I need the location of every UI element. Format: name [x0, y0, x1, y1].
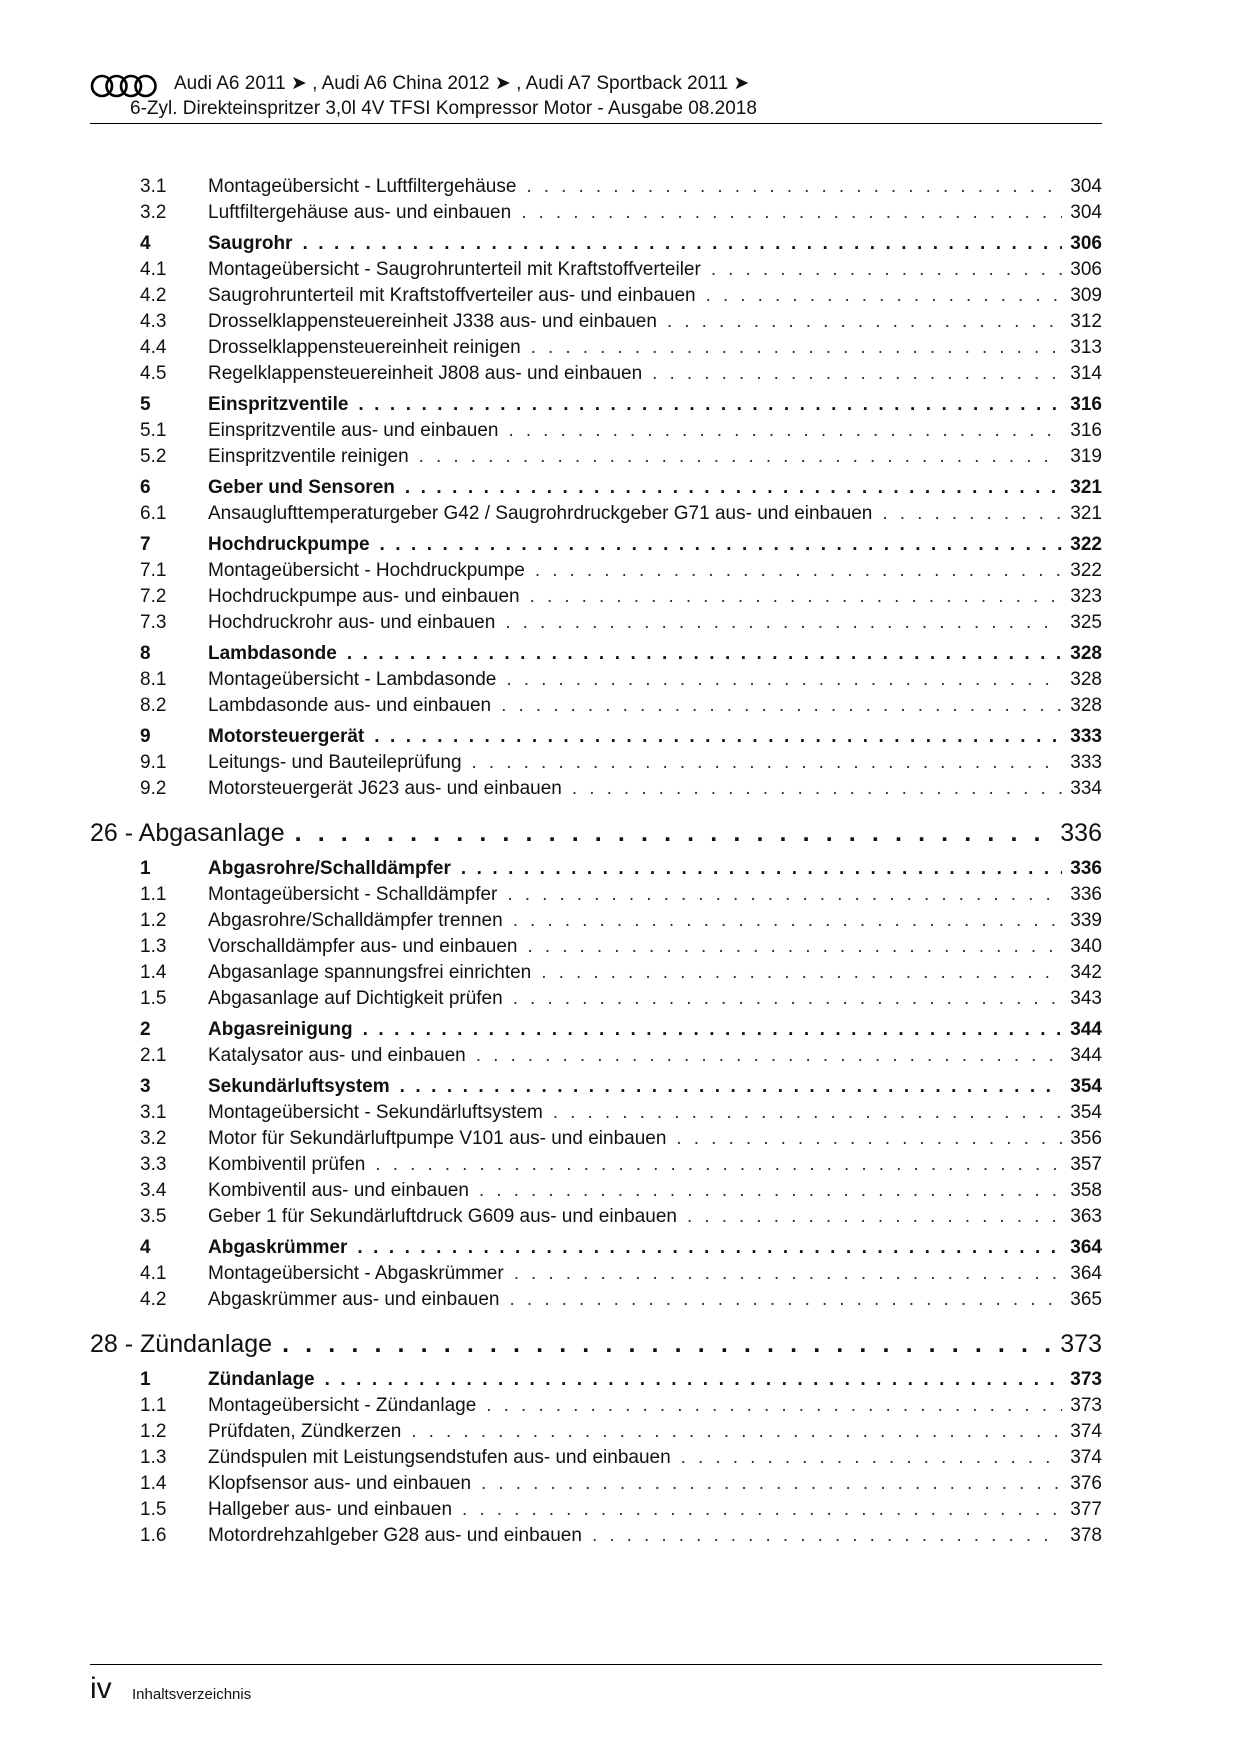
toc-dot-leader [479, 1178, 1102, 1204]
toc-entry-page: 304 [1062, 200, 1102, 226]
toc-entry-page: 321 [1062, 475, 1102, 501]
toc-dot-leader [531, 335, 1102, 361]
toc-entry-title: Abgasrohre/Schalldämpfer [208, 858, 451, 879]
toc-entry-number: 6 [140, 477, 151, 498]
header-vehicle-models: Audi A6 2011 ➤ , Audi A6 China 2012 ➤ , Audi A7 Sportback 2011 ➤ [174, 73, 750, 94]
toc-entry-number: 4.2 [140, 285, 167, 306]
toc-entry [208, 776, 1102, 802]
toc-dot-leader [282, 1321, 1102, 1367]
toc-entry-title: Geber und Sensoren [208, 477, 395, 498]
toc-dot-leader [667, 309, 1102, 335]
toc-dot-leader [676, 1126, 1102, 1152]
toc-entry [208, 584, 1102, 610]
toc-dot-leader [380, 532, 1102, 558]
toc-dot-leader [526, 174, 1102, 200]
toc-sub-row [0, 1178, 1240, 1204]
toc-entry [208, 1043, 1102, 1069]
toc-entry-number: 8.1 [140, 669, 167, 690]
toc-dot-leader [521, 200, 1102, 226]
toc-entry [208, 1126, 1102, 1152]
toc-entry-page: 323 [1062, 584, 1102, 610]
toc-dot-leader [652, 361, 1102, 387]
toc-entry-number: 7 [140, 534, 151, 555]
toc-entry-number: 1.3 [140, 936, 167, 957]
toc-dot-leader [347, 641, 1102, 667]
toc-section-row [0, 231, 1240, 257]
toc-entry [208, 1235, 1102, 1261]
toc-entry-page: 363 [1062, 1204, 1102, 1230]
toc-entry-page: 354 [1062, 1074, 1102, 1100]
toc-dot-leader [687, 1204, 1102, 1230]
toc-entry-page: 373 [1062, 1367, 1102, 1393]
toc-entry [208, 418, 1102, 444]
toc-entry-number: 3.1 [140, 176, 167, 197]
toc-dot-leader [295, 810, 1102, 856]
toc-entry-title: Hallgeber aus- und einbauen [208, 1499, 453, 1520]
toc-dot-leader [572, 776, 1102, 802]
toc-entry [208, 501, 1102, 527]
toc-entry-page: 316 [1062, 418, 1102, 444]
toc-entry [90, 1321, 1102, 1367]
toc-entry-number: 1 [140, 1369, 151, 1390]
toc-entry-title: Luftfiltergehäuse aus- und einbauen [208, 202, 512, 223]
toc-entry-title: Montageübersicht - Abgaskrümmer [208, 1263, 504, 1284]
toc-dot-leader [706, 283, 1102, 309]
toc-entry [208, 532, 1102, 558]
toc-entry-page: 306 [1062, 231, 1102, 257]
toc-section-row [0, 1017, 1240, 1043]
toc-entry-title: Kombiventil aus- und einbauen [208, 1180, 469, 1201]
toc-sub-row [0, 1523, 1240, 1549]
toc-entry-page: 344 [1062, 1017, 1102, 1043]
toc-entry-number: 4.1 [140, 259, 167, 280]
toc-dot-leader [510, 1287, 1102, 1313]
toc-entry [208, 1261, 1102, 1287]
toc-entry-title: Montageübersicht - Zündanlage [208, 1395, 477, 1416]
toc-entry-number: 2 [140, 1019, 151, 1040]
toc-entry-page: 309 [1062, 283, 1102, 309]
toc-entry-page: 313 [1062, 335, 1102, 361]
toc-entry-number: 1.4 [140, 1473, 167, 1494]
toc-entry [208, 986, 1102, 1012]
toc-entry [208, 856, 1102, 882]
toc-sub-row [0, 610, 1240, 636]
toc-dot-leader [374, 724, 1102, 750]
toc-dot-leader [592, 1523, 1102, 1549]
toc-entry-number: 1.6 [140, 1525, 167, 1546]
toc-entry-number: 1.1 [140, 1395, 167, 1416]
toc-entry-page: 343 [1062, 986, 1102, 1012]
toc-dot-leader [405, 475, 1102, 501]
toc-sub-row [0, 361, 1240, 387]
toc-entry-title: Einspritzventile reinigen [208, 446, 409, 467]
toc-entry [208, 283, 1102, 309]
toc-dot-leader [513, 908, 1102, 934]
toc-entry-page: 344 [1062, 1043, 1102, 1069]
toc-sub-row [0, 776, 1240, 802]
toc-entry-page: 356 [1062, 1126, 1102, 1152]
toc-entry-page: 319 [1062, 444, 1102, 470]
toc-sub-row [0, 200, 1240, 226]
toc-sub-row [0, 283, 1240, 309]
footer-page-number: iv [90, 1672, 112, 1705]
toc-dot-leader [476, 1043, 1102, 1069]
toc-dot-leader [527, 934, 1102, 960]
toc-sub-row [0, 667, 1240, 693]
toc-entry-title: Klopfsensor aus- und einbauen [208, 1473, 472, 1494]
toc-entry-number: 5.2 [140, 446, 167, 467]
toc-entry-number: 6.1 [140, 503, 167, 524]
toc-sub-row [0, 1445, 1240, 1471]
toc-entry-number: 5 [140, 394, 151, 415]
toc-entry [208, 200, 1102, 226]
toc-entry-title: Abgasrohre/Schalldämpfer trennen [208, 910, 503, 931]
toc-entry [208, 750, 1102, 776]
toc-entry-page: 325 [1062, 610, 1102, 636]
toc-entry-page: 364 [1062, 1261, 1102, 1287]
toc-entry-title: Motordrehzahlgeber G28 aus- und einbauen [208, 1525, 582, 1546]
toc-entry-number: 1 [140, 858, 151, 879]
toc-dot-leader [411, 1419, 1102, 1445]
toc-dot-leader [711, 257, 1102, 283]
toc-entry [208, 641, 1102, 667]
toc-entry [208, 444, 1102, 470]
toc-entry-title: Sekundärluftsystem [208, 1076, 390, 1097]
toc-entry [208, 1017, 1102, 1043]
toc-entry-title: Abgasanlage spannungsfrei einrichten [208, 962, 532, 983]
toc-sub-row [0, 257, 1240, 283]
toc-dot-leader [681, 1445, 1102, 1471]
toc-entry-page: 342 [1062, 960, 1102, 986]
toc-sub-row [0, 1471, 1240, 1497]
toc-dot-leader [481, 1471, 1102, 1497]
toc-dot-leader [357, 1235, 1102, 1261]
toc-entry-number: 1.4 [140, 962, 167, 983]
toc-entry-title: Motor für Sekundärluftpumpe V101 aus- und einbauen [208, 1128, 667, 1149]
toc-entry-page: 358 [1062, 1178, 1102, 1204]
toc-entry-page: 333 [1062, 750, 1102, 776]
toc-entry-title: Kombiventil prüfen [208, 1154, 366, 1175]
toc-section-row [0, 1367, 1240, 1393]
toc-entry-number: 4 [140, 233, 151, 254]
toc-entry-title: Einspritzventile aus- und einbauen [208, 420, 499, 441]
toc-sub-row [0, 309, 1240, 335]
toc-entry-title: Zündspulen mit Leistungsendstufen aus- und einbauen [208, 1447, 671, 1468]
toc-entry-number: 5.1 [140, 420, 167, 441]
toc-entry-title: Abgaskrümmer aus- und einbauen [208, 1289, 500, 1310]
toc-entry-page: 328 [1062, 693, 1102, 719]
toc-entry-page: 354 [1062, 1100, 1102, 1126]
toc-entry [208, 960, 1102, 986]
toc-sub-row [0, 1126, 1240, 1152]
toc-entry-page: 336 [1052, 810, 1102, 856]
toc-entry-page: 328 [1062, 641, 1102, 667]
toc-section-row [0, 532, 1240, 558]
toc-entry-number: 4.1 [140, 1263, 167, 1284]
toc-entry-title: Hochdruckpumpe aus- und einbauen [208, 586, 520, 607]
toc-section-row [0, 1235, 1240, 1261]
toc-entry-title: Saugrohrunterteil mit Kraftstoffverteiler aus- und einbauen [208, 285, 696, 306]
toc-sub-row [0, 1419, 1240, 1445]
toc-entry-page: 378 [1062, 1523, 1102, 1549]
toc-entry [208, 693, 1102, 719]
toc-entry-title: Regelklappensteuereinheit J808 aus- und einbauen [208, 363, 643, 384]
toc-entry-page: 336 [1062, 882, 1102, 908]
toc-entry [208, 1393, 1102, 1419]
toc-chapter-row [0, 810, 1240, 856]
toc-entry [208, 908, 1102, 934]
toc-sub-row [0, 584, 1240, 610]
toc-entry-page: 365 [1062, 1287, 1102, 1313]
toc-entry-title: Prüfdaten, Zündkerzen [208, 1421, 402, 1442]
toc-entry-page: 322 [1062, 532, 1102, 558]
toc-entry [208, 361, 1102, 387]
toc-entry-page: 328 [1062, 667, 1102, 693]
toc-sub-row [0, 1261, 1240, 1287]
toc-entry-title: Saugrohr [208, 233, 293, 254]
toc-entry [208, 174, 1102, 200]
toc-entry-number: 9.2 [140, 778, 167, 799]
toc-entry-number: 3.1 [140, 1102, 167, 1123]
toc-entry [90, 810, 1102, 856]
toc-entry [208, 1152, 1102, 1178]
toc-entry-number: 7.1 [140, 560, 167, 581]
toc-entry-number: 3.2 [140, 1128, 167, 1149]
toc-entry-title: Motorsteuergerät J623 aus- und einbauen [208, 778, 562, 799]
toc-sub-row [0, 1204, 1240, 1230]
toc-entry-title: Leitungs- und Bauteileprüfung [208, 752, 462, 773]
toc-sub-row [0, 1043, 1240, 1069]
toc-entry-number: 3.3 [140, 1154, 167, 1175]
toc-entry [208, 1287, 1102, 1313]
toc-dot-leader [530, 584, 1102, 610]
toc-entry-page: 316 [1062, 392, 1102, 418]
toc-entry-title: Hochdruckrohr aus- und einbauen [208, 612, 496, 633]
toc-entry-title: 28 - Zündanlage [90, 1330, 273, 1358]
toc-entry-page: 374 [1062, 1445, 1102, 1471]
toc-sub-row [0, 174, 1240, 200]
table-of-contents [0, 174, 1240, 1549]
toc-entry-number: 3.4 [140, 1180, 167, 1201]
toc-dot-leader [419, 444, 1102, 470]
toc-sub-row [0, 934, 1240, 960]
toc-entry-page: 357 [1062, 1152, 1102, 1178]
toc-dot-leader [462, 1497, 1102, 1523]
toc-sub-row [0, 882, 1240, 908]
toc-sub-row [0, 1497, 1240, 1523]
toc-dot-leader [486, 1393, 1102, 1419]
toc-entry [208, 558, 1102, 584]
toc-entry-page: 304 [1062, 174, 1102, 200]
header-divider [90, 123, 1102, 124]
toc-entry-number: 1.2 [140, 1421, 167, 1442]
toc-sub-row [0, 444, 1240, 470]
footer-label: Inhaltsverzeichnis [132, 1686, 252, 1703]
toc-entry [208, 392, 1102, 418]
toc-entry-title: Katalysator aus- und einbauen [208, 1045, 466, 1066]
toc-entry-title: Abgasanlage auf Dichtigkeit prüfen [208, 988, 503, 1009]
toc-entry-number: 1.2 [140, 910, 167, 931]
toc-sub-row [0, 750, 1240, 776]
toc-entry-page: 364 [1062, 1235, 1102, 1261]
toc-entry-number: 7.2 [140, 586, 167, 607]
toc-entry-title: Lambdasonde aus- und einbauen [208, 695, 492, 716]
toc-entry-title: Drosselklappensteuereinheit reinigen [208, 337, 521, 358]
toc-entry [208, 1100, 1102, 1126]
toc-entry-number: 4 [140, 1237, 151, 1258]
toc-sub-row [0, 1100, 1240, 1126]
toc-dot-leader [541, 960, 1102, 986]
toc-entry-number: 1.5 [140, 1499, 167, 1520]
toc-entry-number: 1.3 [140, 1447, 167, 1468]
toc-sub-row [0, 1393, 1240, 1419]
toc-dot-leader [375, 1152, 1102, 1178]
toc-section-row [0, 641, 1240, 667]
toc-entry-number: 3.5 [140, 1206, 167, 1227]
toc-entry [208, 1178, 1102, 1204]
toc-entry-title: Montageübersicht - Sekundärluftsystem [208, 1102, 543, 1123]
toc-entry-page: 340 [1062, 934, 1102, 960]
toc-entry-number: 9 [140, 726, 151, 747]
toc-entry-title: Einspritzventile [208, 394, 349, 415]
toc-dot-leader [400, 1074, 1102, 1100]
toc-dot-leader [501, 693, 1102, 719]
toc-entry-number: 9.1 [140, 752, 167, 773]
toc-entry-page: 321 [1062, 501, 1102, 527]
toc-dot-leader [513, 986, 1102, 1012]
toc-entry-number: 4.2 [140, 1289, 167, 1310]
toc-entry [208, 257, 1102, 283]
toc-entry [208, 1471, 1102, 1497]
toc-entry-title: Geber 1 für Sekundärluftdruck G609 aus- und einbauen [208, 1206, 677, 1227]
toc-sub-row [0, 1152, 1240, 1178]
toc-entry-page: 377 [1062, 1497, 1102, 1523]
toc-entry-title: Zündanlage [208, 1369, 315, 1390]
toc-entry-title: Abgaskrümmer [208, 1237, 348, 1258]
toc-entry-page: 333 [1062, 724, 1102, 750]
toc-entry [208, 1204, 1102, 1230]
toc-entry [208, 1367, 1102, 1393]
toc-dot-leader [507, 882, 1102, 908]
toc-entry-title: Hochdruckpumpe [208, 534, 370, 555]
toc-entry-title: Montageübersicht - Schalldämpfer [208, 884, 498, 905]
toc-entry [208, 882, 1102, 908]
toc-chapter-row [0, 1321, 1240, 1367]
toc-entry-number: 8 [140, 643, 151, 664]
toc-entry-number: 2.1 [140, 1045, 167, 1066]
toc-entry-page: 374 [1062, 1419, 1102, 1445]
toc-entry [208, 1419, 1102, 1445]
toc-entry-page: 373 [1062, 1393, 1102, 1419]
toc-entry-number: 1.1 [140, 884, 167, 905]
toc-dot-leader [302, 231, 1102, 257]
toc-sub-row [0, 986, 1240, 1012]
toc-entry-page: 376 [1062, 1471, 1102, 1497]
toc-sub-row [0, 335, 1240, 361]
toc-entry-title: Vorschalldämpfer aus- und einbauen [208, 936, 518, 957]
toc-entry-page: 339 [1062, 908, 1102, 934]
toc-entry-number: 4.5 [140, 363, 167, 384]
toc-entry-number: 7.3 [140, 612, 167, 633]
toc-entry-number: 3.2 [140, 202, 167, 223]
toc-sub-row [0, 501, 1240, 527]
toc-entry [208, 335, 1102, 361]
audi-rings-logo [90, 74, 158, 98]
toc-dot-leader [553, 1100, 1102, 1126]
toc-section-row [0, 392, 1240, 418]
toc-entry-page: 373 [1052, 1321, 1102, 1367]
toc-entry-number: 8.2 [140, 695, 167, 716]
toc-entry-title: Montageübersicht - Lambdasonde [208, 669, 497, 690]
toc-entry-page: 306 [1062, 257, 1102, 283]
toc-sub-row [0, 418, 1240, 444]
toc-dot-leader [514, 1261, 1102, 1287]
toc-sub-row [0, 558, 1240, 584]
toc-entry-title: Lambdasonde [208, 643, 337, 664]
toc-entry-page: 322 [1062, 558, 1102, 584]
header-engine-edition: 6-Zyl. Direkteinspritzer 3,0l 4V TFSI Kompressor Motor - Ausgabe 08.2018 [130, 98, 757, 119]
toc-entry-title: Montageübersicht - Luftfiltergehäuse [208, 176, 517, 197]
toc-entry [208, 1445, 1102, 1471]
toc-entry-number: 4.3 [140, 311, 167, 332]
toc-entry-title: Ansauglufttemperaturgeber G42 / Saugrohrdruckgeber G71 aus- und einbauen [208, 503, 873, 524]
toc-section-row [0, 724, 1240, 750]
toc-entry-number: 3 [140, 1076, 151, 1097]
toc-section-row [0, 475, 1240, 501]
toc-dot-leader [358, 392, 1102, 418]
footer-divider [90, 1664, 1102, 1665]
toc-entry [208, 934, 1102, 960]
toc-entry [208, 1497, 1102, 1523]
toc-entry-page: 314 [1062, 361, 1102, 387]
toc-dot-leader [461, 856, 1102, 882]
toc-entry-title: Montageübersicht - Saugrohrunterteil mit Kraftstoffverteiler [208, 259, 701, 280]
toc-dot-leader [325, 1367, 1102, 1393]
toc-sub-row [0, 960, 1240, 986]
toc-entry-title: Montageübersicht - Hochdruckpumpe [208, 560, 525, 581]
toc-entry [208, 231, 1102, 257]
toc-entry [208, 1074, 1102, 1100]
toc-entry-page: 336 [1062, 856, 1102, 882]
toc-sub-row [0, 693, 1240, 719]
toc-dot-leader [508, 418, 1102, 444]
toc-entry-number: 1.5 [140, 988, 167, 1009]
toc-entry-number: 4.4 [140, 337, 167, 358]
toc-entry [208, 475, 1102, 501]
toc-sub-row [0, 1287, 1240, 1313]
toc-entry-title: Motorsteuergerät [208, 726, 365, 747]
toc-section-row [0, 1074, 1240, 1100]
toc-dot-leader [535, 558, 1102, 584]
toc-sub-row [0, 908, 1240, 934]
toc-entry [208, 309, 1102, 335]
toc-entry-page: 312 [1062, 309, 1102, 335]
toc-dot-leader [472, 750, 1102, 776]
toc-dot-leader [363, 1017, 1102, 1043]
toc-entry-title: 26 - Abgasanlage [90, 819, 285, 847]
toc-section-row [0, 856, 1240, 882]
toc-dot-leader [506, 667, 1102, 693]
toc-entry-title: Drosselklappensteuereinheit J338 aus- und einbauen [208, 311, 657, 332]
toc-entry [208, 667, 1102, 693]
toc-entry [208, 1523, 1102, 1549]
toc-entry [208, 610, 1102, 636]
toc-dot-leader [505, 610, 1102, 636]
toc-entry-page: 334 [1062, 776, 1102, 802]
toc-entry-title: Abgasreinigung [208, 1019, 353, 1040]
toc-entry [208, 724, 1102, 750]
